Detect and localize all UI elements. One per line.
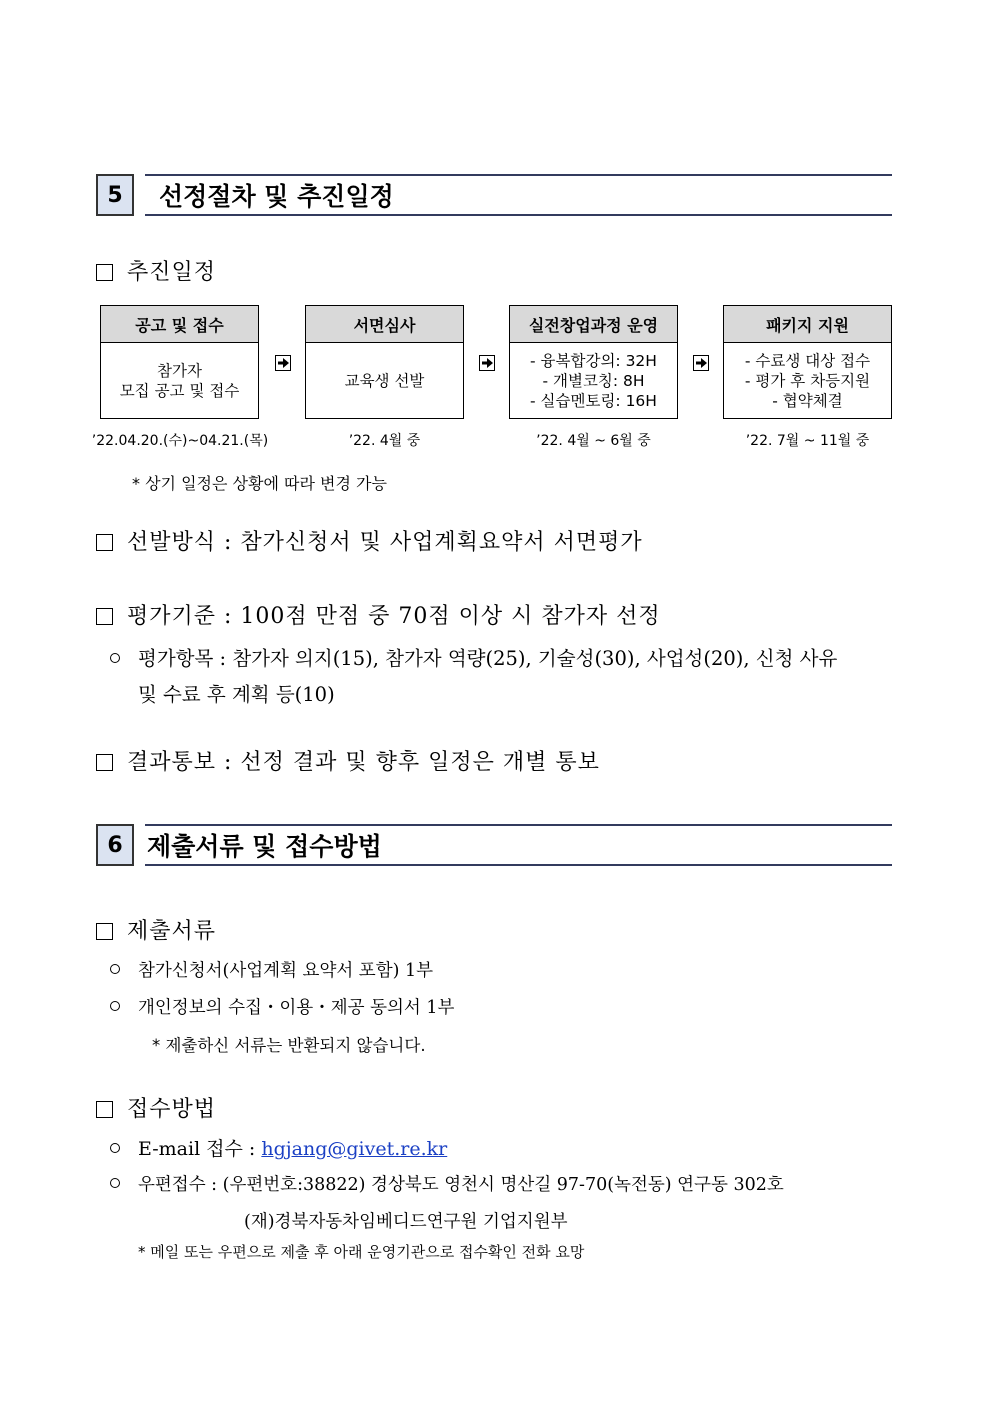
checkbox-square-icon	[96, 754, 113, 771]
step-line: - 실습멘토링: 16H	[530, 392, 657, 410]
checkbox-square-icon	[96, 1101, 113, 1118]
section-6-title: 제출서류 및 접수방법	[145, 824, 892, 866]
step-box-4	[723, 305, 892, 419]
docs-item: 참가신청서(사업계획 요약서 포함) 1부	[110, 957, 433, 982]
method-note: * 메일 또는 우편으로 제출 후 아래 운영기관으로 접수확인 전화 요망	[138, 1243, 585, 1261]
step-line: 참가자	[157, 362, 202, 380]
criteria-item-continued: 및 수료 후 계획 등(10)	[138, 683, 335, 706]
step-line: - 개별코칭: 8H	[542, 372, 645, 390]
selection-heading: 선발방식 : 참가신청서 및 사업계획요약서 서면평가	[96, 525, 643, 556]
step-box-2	[305, 305, 464, 419]
step-line: - 협약체결	[772, 392, 843, 410]
checkbox-square-icon	[96, 923, 113, 940]
post-item-continued: (재)경북자동차임베디드연구원 기업지원부	[244, 1212, 568, 1232]
section-5-title: 선정절차 및 추진일정	[145, 174, 892, 216]
step-date: ’22. 4월 ~ 6월 중	[536, 433, 651, 449]
circle-bullet-icon	[110, 653, 120, 663]
step-date: ’22. 4월 중	[348, 433, 421, 449]
email-item: E-mail 접수 : hgjang@givet.re.kr	[110, 1134, 447, 1161]
step-box-1	[100, 305, 259, 419]
arrow-right-icon	[693, 355, 709, 371]
step-date: ’22. 7월 ~ 11월 중	[745, 433, 870, 449]
section-6-number: 6	[96, 824, 134, 866]
email-link[interactable]: hgjang@givet.re.kr	[261, 1138, 448, 1160]
section-5-number: 5	[96, 174, 134, 216]
checkbox-square-icon	[96, 264, 113, 281]
step-line: - 수료생 대상 접수	[744, 352, 871, 370]
method-heading: 접수방법	[96, 1092, 216, 1123]
docs-item: 개인정보의 수집・이용・제공 동의서 1부	[110, 994, 454, 1019]
circle-bullet-icon	[110, 1001, 120, 1011]
circle-bullet-icon	[110, 1178, 120, 1188]
result-heading: 결과통보 : 선정 결과 및 향후 일정은 개별 통보	[96, 745, 600, 776]
step-box-3	[509, 305, 678, 419]
criteria-heading: 평가기준 : 100점 만점 중 70점 이상 시 참가자 선정	[96, 599, 661, 630]
step-line: - 융복합강의: 32H	[530, 352, 657, 370]
schedule-note: * 상기 일정은 상황에 따라 변경 가능	[132, 474, 387, 493]
arrow-right-icon	[275, 355, 291, 371]
step-line: 교육생 선발	[344, 372, 425, 390]
step-title: 서면심사	[306, 306, 463, 343]
criteria-item: 평가항목 : 참가자 의지(15), 참가자 역량(25), 기술성(30), 사업성(20), 신청 사유	[110, 643, 837, 671]
step-line: 모집 공고 및 접수	[119, 382, 240, 400]
step-line: - 평가 후 차등지원	[744, 372, 871, 390]
docs-note: * 제출하신 서류는 반환되지 않습니다.	[152, 1036, 426, 1055]
checkbox-square-icon	[96, 534, 113, 551]
step-title: 실전창업과정 운영	[510, 306, 677, 343]
docs-heading: 제출서류	[96, 914, 216, 945]
checkbox-square-icon	[96, 608, 113, 625]
arrow-right-icon	[479, 355, 495, 371]
post-item: 우편접수 : (우편번호:38822) 경상북도 영천시 명산길 97-70(녹전동) 연구동 302호	[110, 1171, 784, 1196]
schedule-heading: 추진일정	[96, 255, 216, 286]
circle-bullet-icon	[110, 1143, 120, 1153]
step-title: 공고 및 접수	[101, 306, 258, 343]
circle-bullet-icon	[110, 964, 120, 974]
step-title: 패키지 지원	[724, 306, 891, 343]
step-date: ’22.04.20.(수)~04.21.(목)	[91, 433, 269, 449]
